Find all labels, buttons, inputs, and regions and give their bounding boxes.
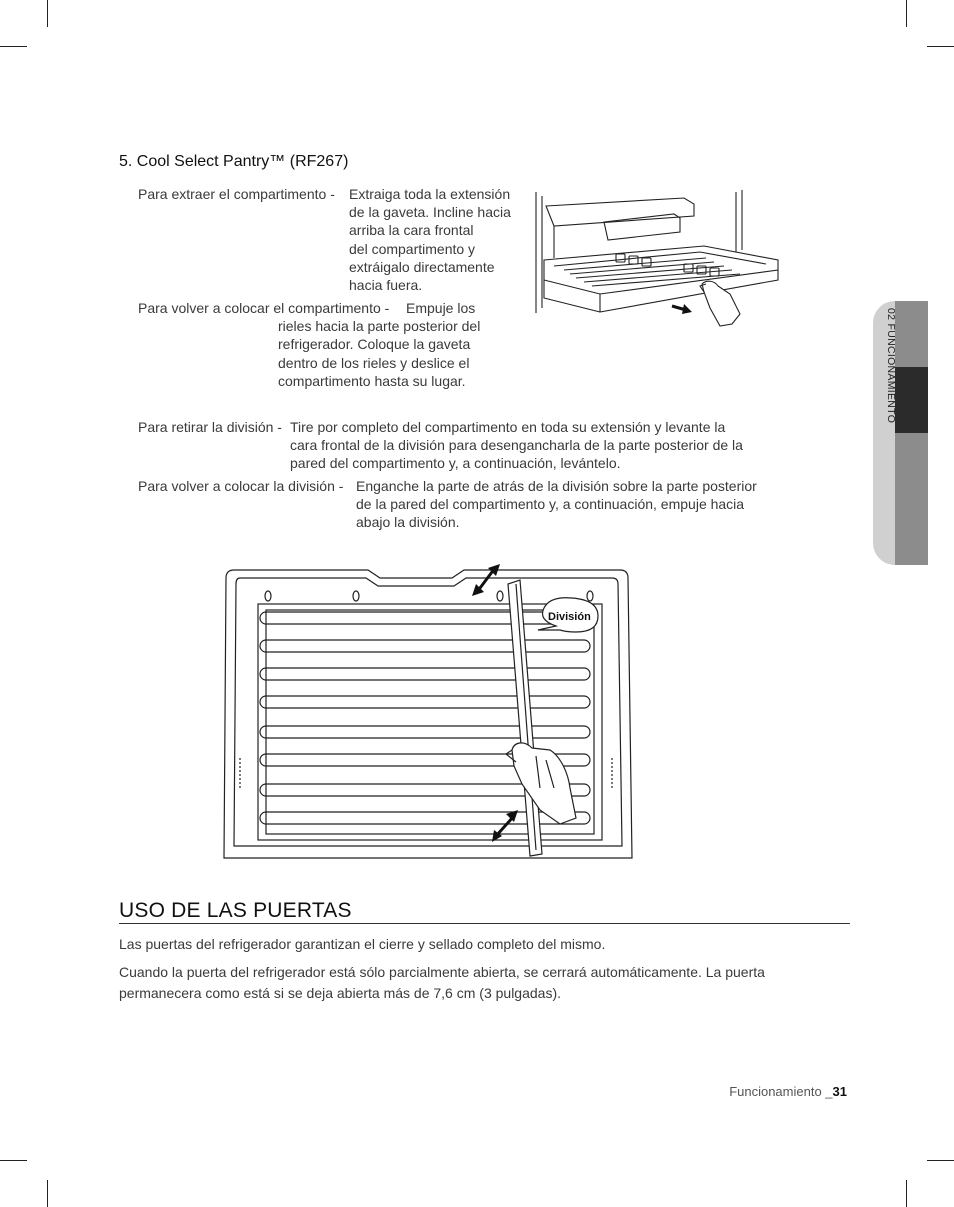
text-line: Empuje los xyxy=(406,300,476,316)
instruction-lead: Para retirar la división - xyxy=(138,419,282,435)
page-number: 31 xyxy=(832,1084,847,1099)
tray-divider-illustration xyxy=(220,562,634,866)
instruction-body xyxy=(138,418,788,473)
instruction-remove-divider xyxy=(138,418,788,474)
crop-mark xyxy=(906,0,907,27)
instruction-replace-divider xyxy=(138,477,788,533)
text-line: del compartimento y xyxy=(349,240,476,257)
instruction-body xyxy=(138,299,528,390)
text-line: de la pared del compartimento y, a continuación, empuje hacia xyxy=(356,496,745,513)
text-line: arriba la cara frontal xyxy=(349,222,474,239)
doors-paragraph-1: Las puertas del refrigerador garantizan el cierre y sellado completo del mismo. xyxy=(119,936,606,952)
instruction-body xyxy=(349,185,511,294)
instruction-extract xyxy=(138,185,528,297)
text-line: Extraiga toda la extensión xyxy=(349,186,511,202)
instruction-body xyxy=(138,477,788,532)
crop-mark xyxy=(927,46,954,47)
text-line: permanecera como está si se deja abierta más de 7,6 cm (3 pulgadas). xyxy=(119,985,562,1001)
text-line: refrigerador. Coloque la gaveta xyxy=(278,336,471,353)
text-line: rieles hacia la parte posterior del xyxy=(278,318,481,335)
crop-mark xyxy=(927,1160,954,1161)
crop-mark xyxy=(47,0,48,27)
instruction-lead: Para extraer el compartimento - xyxy=(138,186,335,202)
instruction-lead: Para volver a colocar la división - xyxy=(138,478,344,494)
text-line: abajo la división. xyxy=(356,514,460,531)
doors-heading: USO DE LAS PUERTAS xyxy=(119,899,352,922)
page-footer xyxy=(729,1084,847,1099)
instruction-lead: Para volver a colocar el compartimento - xyxy=(138,300,390,316)
crop-mark xyxy=(0,46,27,47)
side-tab-active-marker xyxy=(895,367,928,433)
text-line: Tire por completo del compartimento en toda su extensión y levante la xyxy=(290,419,726,435)
drawer-illustration xyxy=(534,188,780,328)
footer-label: Funcionamiento _ xyxy=(729,1084,833,1099)
heading-rule xyxy=(119,923,850,924)
section-heading: 5. Cool Select Pantry™ (RF267) xyxy=(119,153,349,170)
text-line: cara frontal de la división para desengancharla de la parte posterior de la xyxy=(290,437,743,454)
text-line: dentro de los rieles y deslice el xyxy=(278,354,470,371)
text-line: hacia fuera. xyxy=(349,277,423,294)
doors-paragraph-2 xyxy=(119,962,839,1004)
side-tab-label: 02 FUNCIONAMIENTO xyxy=(885,308,897,424)
instruction-replace xyxy=(138,299,528,391)
division-callout-label: División xyxy=(548,611,591,623)
crop-mark xyxy=(47,1180,48,1207)
text-line: Cuando la puerta del refrigerador está sólo parcialmente abierta, se cerrará automáticamente. La puerta xyxy=(119,964,765,980)
side-tab-strip xyxy=(895,301,928,565)
crop-mark xyxy=(906,1180,907,1207)
text-line: compartimento hasta su lugar. xyxy=(278,372,466,389)
crop-mark xyxy=(0,1160,27,1161)
text-line: Enganche la parte de atrás de la división sobre la parte posterior xyxy=(356,478,757,494)
text-line: extráigalo directamente xyxy=(349,258,495,275)
text-line: pared del compartimento y, a continuación, levántelo. xyxy=(290,455,621,472)
text-line: de la gaveta. Incline hacia xyxy=(349,204,511,221)
